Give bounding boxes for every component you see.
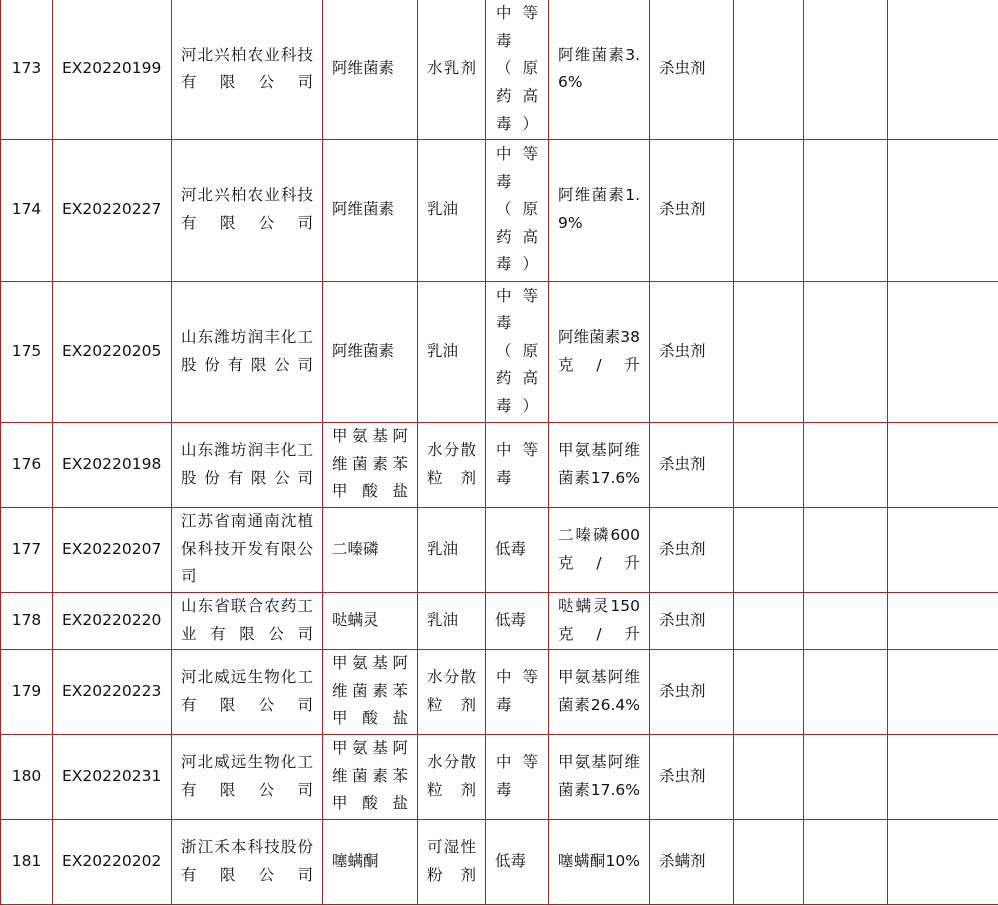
empty-cell <box>804 281 888 422</box>
empty-cell <box>888 649 998 734</box>
empty-cell <box>804 422 888 507</box>
empty-cell <box>734 281 804 422</box>
category-cell: 杀虫剂 <box>650 0 734 139</box>
row-index-cell: 179 <box>1 649 53 734</box>
active-content-cell: 阿维菌素3.6% <box>549 0 650 139</box>
company-name-cell: 江苏省南通南沈植保科技开发有限公司 <box>172 507 323 592</box>
table-row <box>1 281 998 422</box>
category-cell: 杀虫剂 <box>650 649 734 734</box>
empty-cell <box>888 734 998 819</box>
row-index-cell: 180 <box>1 734 53 819</box>
formulation-cell: 水乳剂 <box>418 0 486 139</box>
table-row <box>1 592 998 649</box>
registration-number-cell: EX20220199 <box>53 0 172 139</box>
registration-number-cell: EX20220205 <box>53 281 172 422</box>
toxicity-cell: 低毒 <box>486 592 549 649</box>
company-name-cell: 浙江禾本科技股份有限公司 <box>172 819 323 904</box>
product-name-cell: 阿维菌素 <box>323 0 418 139</box>
empty-cell <box>804 507 888 592</box>
active-content-cell: 噻螨酮10% <box>549 819 650 904</box>
empty-cell <box>804 649 888 734</box>
product-name-cell: 哒螨灵 <box>323 592 418 649</box>
category-cell: 杀虫剂 <box>650 139 734 281</box>
toxicity-cell: 中等毒（原药高毒） <box>486 0 549 139</box>
company-name-cell: 山东省联合农药工业有限公司 <box>172 592 323 649</box>
company-name-cell: 河北兴柏农业科技有限公司 <box>172 0 323 139</box>
empty-cell <box>888 592 998 649</box>
formulation-cell: 水分散粒剂 <box>418 422 486 507</box>
toxicity-cell: 中等毒（原药高毒） <box>486 281 549 422</box>
category-cell: 杀虫剂 <box>650 734 734 819</box>
registration-number-cell: EX20220198 <box>53 422 172 507</box>
product-name-cell: 甲氨基阿维菌素苯甲酸盐 <box>323 649 418 734</box>
empty-cell <box>804 0 888 139</box>
product-name-cell: 甲氨基阿维菌素苯甲酸盐 <box>323 734 418 819</box>
empty-cell <box>734 734 804 819</box>
formulation-cell: 乳油 <box>418 139 486 281</box>
empty-cell <box>804 819 888 904</box>
toxicity-cell: 中等毒 <box>486 734 549 819</box>
table-row <box>1 649 998 734</box>
empty-cell <box>888 507 998 592</box>
category-cell: 杀虫剂 <box>650 422 734 507</box>
row-index-cell: 181 <box>1 819 53 904</box>
empty-cell <box>888 0 998 139</box>
registration-number-cell: EX20220220 <box>53 592 172 649</box>
active-content-cell: 阿维菌素38克/升 <box>549 281 650 422</box>
empty-cell <box>734 0 804 139</box>
active-content-cell: 甲氨基阿维菌素17.6% <box>549 734 650 819</box>
category-cell: 杀虫剂 <box>650 281 734 422</box>
empty-cell <box>804 592 888 649</box>
formulation-cell: 乳油 <box>418 592 486 649</box>
category-cell: 杀虫剂 <box>650 592 734 649</box>
company-name-cell: 河北威远生物化工有限公司 <box>172 649 323 734</box>
table-row <box>1 819 998 904</box>
formulation-cell: 水分散粒剂 <box>418 649 486 734</box>
formulation-cell: 水分散粒剂 <box>418 734 486 819</box>
empty-cell <box>804 139 888 281</box>
company-name-cell: 河北威远生物化工有限公司 <box>172 734 323 819</box>
formulation-cell: 乳油 <box>418 281 486 422</box>
toxicity-cell: 中等毒（原药高毒） <box>486 139 549 281</box>
formulation-cell: 可湿性粉剂 <box>418 819 486 904</box>
product-name-cell: 阿维菌素 <box>323 281 418 422</box>
empty-cell <box>888 281 998 422</box>
table-row <box>1 507 998 592</box>
row-index-cell: 175 <box>1 281 53 422</box>
registration-number-cell: EX20220202 <box>53 819 172 904</box>
category-cell: 杀虫剂 <box>650 507 734 592</box>
row-index-cell: 177 <box>1 507 53 592</box>
row-index-cell: 176 <box>1 422 53 507</box>
empty-cell <box>804 734 888 819</box>
formulation-cell: 乳油 <box>418 507 486 592</box>
row-index-cell: 178 <box>1 592 53 649</box>
row-index-cell: 173 <box>1 0 53 139</box>
empty-cell <box>888 819 998 904</box>
registration-number-cell: EX20220223 <box>53 649 172 734</box>
empty-cell <box>888 139 998 281</box>
company-name-cell: 山东潍坊润丰化工股份有限公司 <box>172 281 323 422</box>
toxicity-cell: 中等毒 <box>486 422 549 507</box>
table-row <box>1 734 998 819</box>
empty-cell <box>888 422 998 507</box>
active-content-cell: 甲氨基阿维菌素26.4% <box>549 649 650 734</box>
product-name-cell: 二嗪磷 <box>323 507 418 592</box>
active-content-cell: 甲氨基阿维菌素17.6% <box>549 422 650 507</box>
empty-cell <box>734 422 804 507</box>
active-content-cell: 阿维菌素1.9% <box>549 139 650 281</box>
empty-cell <box>734 139 804 281</box>
registration-number-cell: EX20220231 <box>53 734 172 819</box>
empty-cell <box>734 592 804 649</box>
row-index-cell: 174 <box>1 139 53 281</box>
active-content-cell: 哒螨灵150克/升 <box>549 592 650 649</box>
registration-number-cell: EX20220207 <box>53 507 172 592</box>
toxicity-cell: 低毒 <box>486 507 549 592</box>
registration-number-cell: EX20220227 <box>53 139 172 281</box>
product-name-cell: 甲氨基阿维菌素苯甲酸盐 <box>323 422 418 507</box>
active-content-cell: 二嗪磷600克/升 <box>549 507 650 592</box>
product-name-cell: 噻螨酮 <box>323 819 418 904</box>
empty-cell <box>734 507 804 592</box>
toxicity-cell: 低毒 <box>486 819 549 904</box>
table-row <box>1 422 998 507</box>
empty-cell <box>734 819 804 904</box>
empty-cell <box>734 649 804 734</box>
table-row <box>1 0 998 139</box>
company-name-cell: 河北兴柏农业科技有限公司 <box>172 139 323 281</box>
category-cell: 杀螨剂 <box>650 819 734 904</box>
toxicity-cell: 中等毒 <box>486 649 549 734</box>
table-row <box>1 139 998 281</box>
product-name-cell: 阿维菌素 <box>323 139 418 281</box>
company-name-cell: 山东潍坊润丰化工股份有限公司 <box>172 422 323 507</box>
